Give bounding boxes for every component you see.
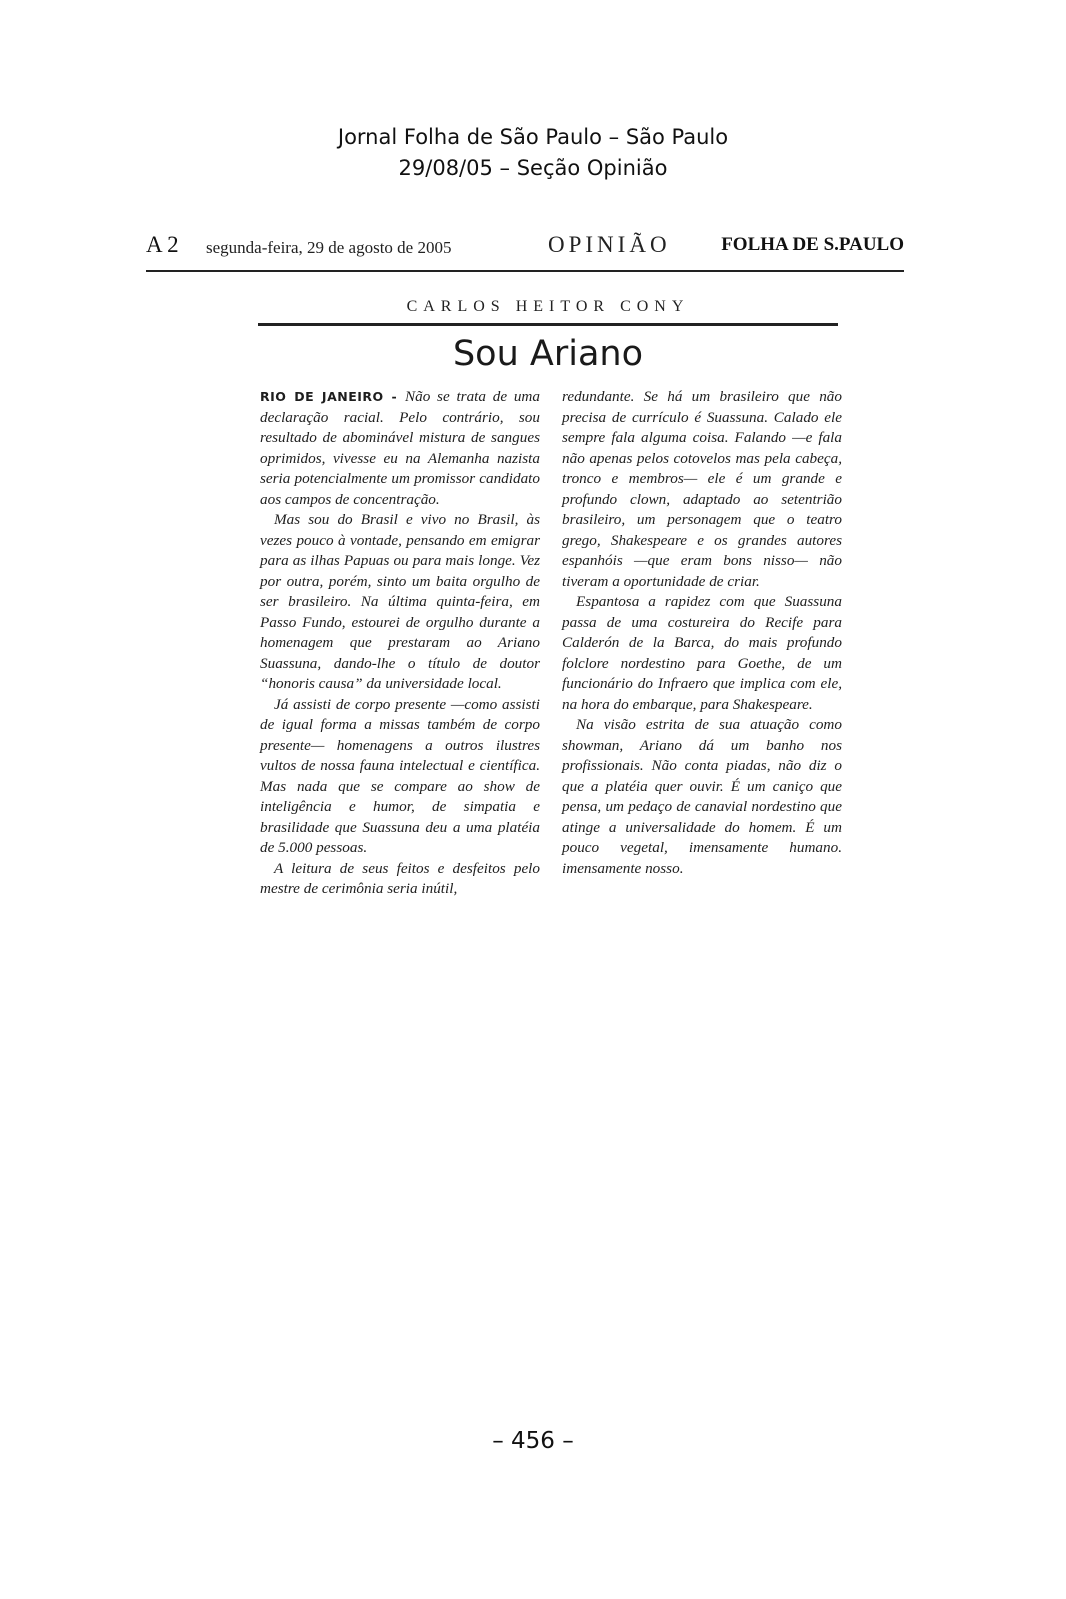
article-paragraph: Espantosa a rapidez com que Suassuna passa de uma costureira do Recife para Calderón de la Barca, do mais profundo folclore nordestino para Goethe, de um funcionário do Infraero que implica com ele, na hora do embarque, para Shakespeare.: [562, 593, 842, 713]
newspaper-logo: FOLHA DE S.PAULO: [721, 234, 904, 255]
article-author: CARLOS HEITOR CONY: [406, 298, 690, 315]
source-header-line2: 29/08/05 – Seção Opinião: [398, 156, 668, 180]
article-headline: Sou Ariano: [452, 334, 644, 374]
article-dateline: RIO DE JANEIRO: [260, 389, 384, 404]
article-paragraph: [260, 387, 540, 510]
article-paragraph: Já assisti de corpo presente —como assisti de igual forma a missas também de corpo presente— homenagens a outros ilustres vultos de nossa fauna intelectual e científica. Mas nada que se compare ao show de inteligência e humor, de simpatia e brasilidade que Suassuna deu a uma platéia de 5.000 pessoas.: [260, 695, 540, 856]
source-header: [0, 122, 1066, 184]
article-paragraph: Mas sou do Brasil e vivo no Brasil, às vezes pouco à vontade, pensando em emigrar para as ilhas Papuas ou para mais longe. Vez por outra, porém, sinto um baita orgulho de ser brasileiro. Na última quinta-feira, em Passo Fundo, estourei de orgulho durante a homenagem que prestaram ao Ariano Suassuna, dando-lhe o título de doutor “honoris causa” da universidade local.: [260, 511, 540, 692]
dateline-separator: -: [383, 389, 405, 404]
article-column-left: [260, 387, 540, 900]
page-number: – 456 –: [492, 1428, 574, 1454]
author-rule: [258, 323, 838, 326]
masthead-page-number: A 2: [146, 232, 179, 257]
article-paragraph: redundante. Se há um brasileiro que não precisa de currículo é Suassuna. Calado ele sempre fala alguma coisa. Falando —e fala não apenas pelos cotovelos mas pela cabeça, tronco e membros— ele é um grande e profundo clown, adaptado ao setentrião brasileiro, um personagem que o teatro grego, Shakespeare e os grandes autores espanhóis —que eram bons nisso— não tiveram a oportunidade de criar.: [562, 388, 842, 590]
newspaper-masthead: [146, 230, 904, 272]
article-paragraph: Na visão estrita de sua atuação como showman, Ariano dá um banho nos profissionais. Não conta piadas, não diz o que a platéia quer ouvir. É um caniço que pensa, um pedaço de canavial nordestino que atinge a universalidade do homem. É um pouco vegetal, imensamente humano. imensamente nosso.: [562, 716, 842, 877]
paragraph-text: Não se trata de uma declaração racial. Pelo contrário, sou resultado de abominável mistura de sangues oprimidos, vivesse eu na Alemanha nazista seria potencialmente um promissor candidato aos campos de concentração.: [260, 388, 540, 508]
masthead-date: segunda-feira, 29 de agosto de 2005: [206, 238, 452, 257]
article-column-right: [562, 387, 842, 879]
masthead-section: OPINIÃO: [548, 232, 671, 257]
article-paragraph: A leitura de seus feitos e desfeitos pelo mestre de cerimônia seria inútil,: [260, 859, 540, 897]
source-header-line1: Jornal Folha de São Paulo – São Paulo: [337, 125, 729, 149]
